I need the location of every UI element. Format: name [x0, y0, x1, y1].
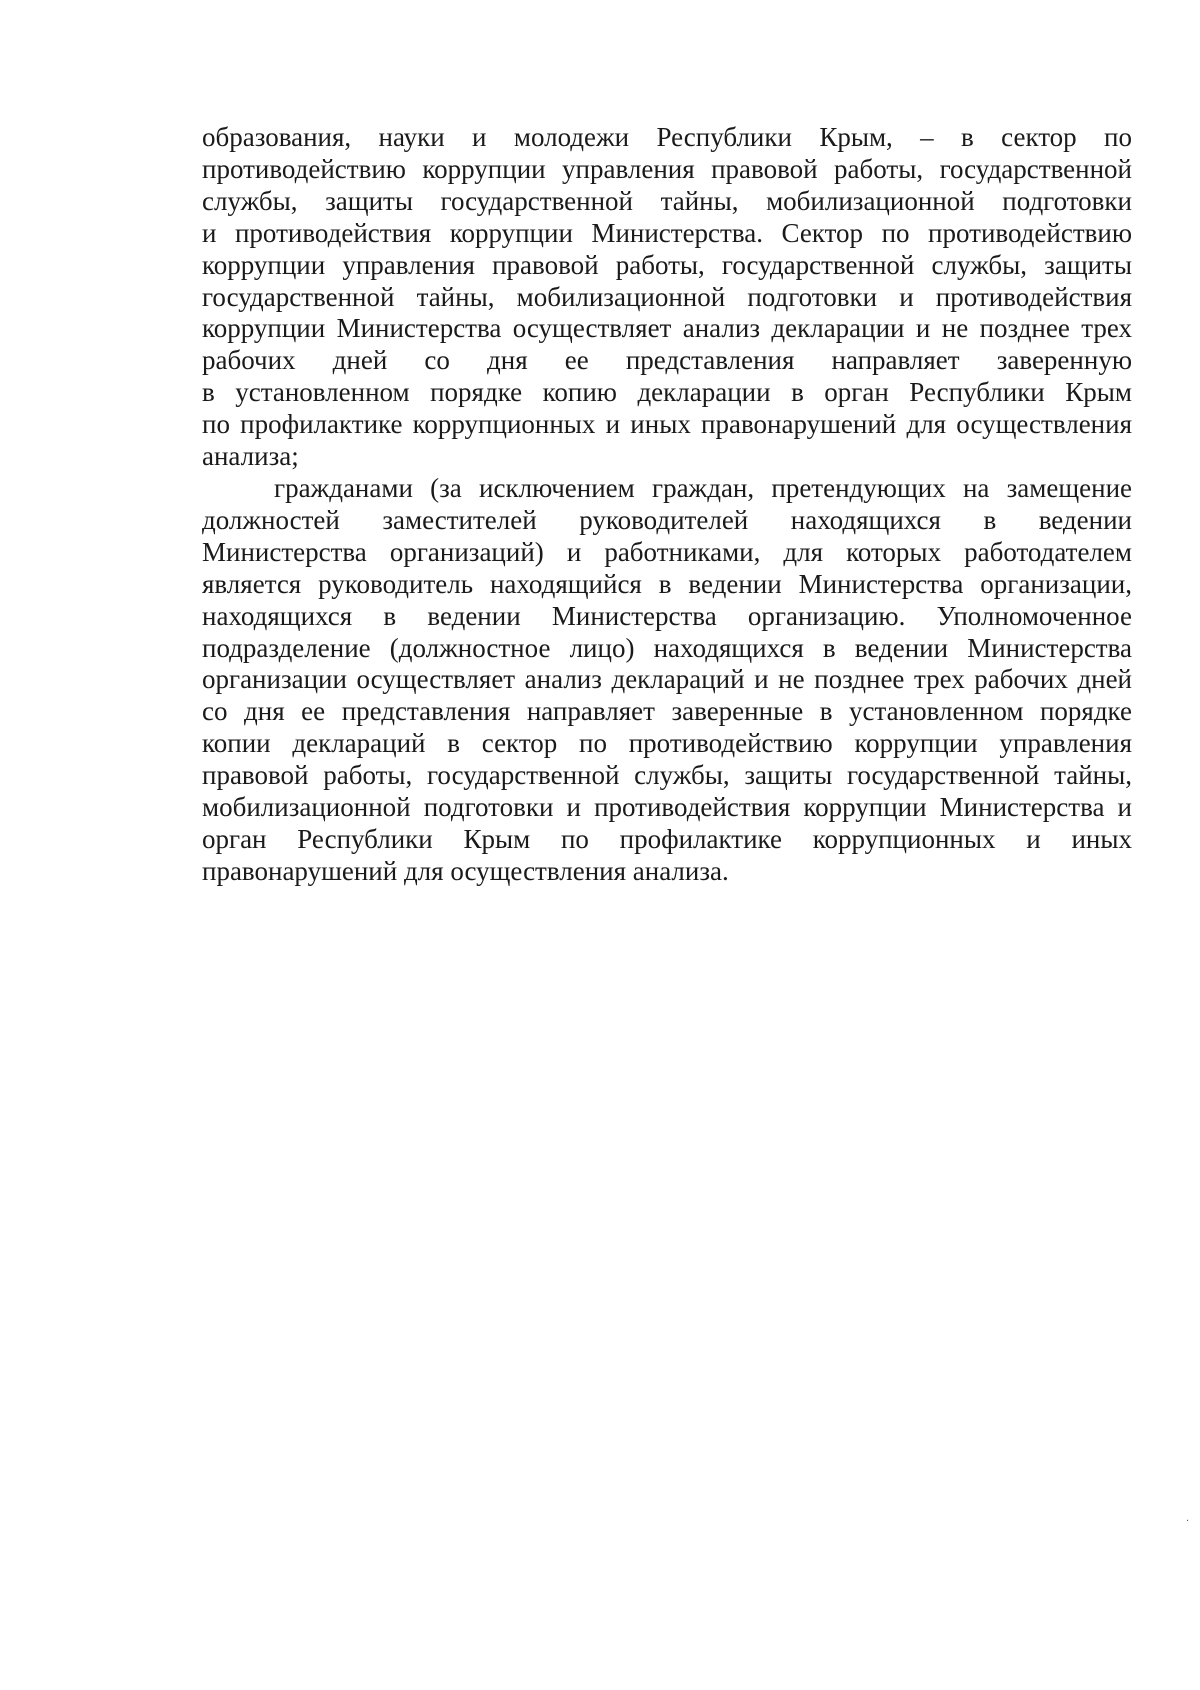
paragraph-1 — [202, 122, 1132, 473]
text-line: рабочих дней со дня ее представления направляет заверенную — [202, 345, 1132, 376]
text-line: находящихся в ведении Министерства организацию. Уполномоченное — [202, 600, 1132, 631]
text-line: гражданами (за исключением граждан, претендующих на замещение — [274, 472, 1132, 503]
text-line: государственной тайны, мобилизационной подготовки и противодействия — [202, 281, 1132, 312]
text-line: коррупции управления правовой работы, государственной службы, защиты — [202, 249, 1132, 280]
text-line: анализа; — [202, 441, 299, 472]
text-line: копии деклараций в сектор по противодействию коррупции управления — [202, 728, 1132, 759]
text-line: Министерства организаций) и работниками, для которых работодателем — [202, 536, 1132, 567]
document-body — [202, 122, 1132, 888]
paragraph-2 — [202, 473, 1132, 888]
text-line: является руководитель находящийся в ведении Министерства организации, — [202, 568, 1132, 599]
text-line: службы, защиты государственной тайны, мобилизационной подготовки — [202, 185, 1132, 216]
text-line: орган Республики Крым по профилактике коррупционных и иных — [202, 823, 1132, 854]
text-line: подразделение (должностное лицо) находящихся в ведении Министерства — [202, 632, 1132, 663]
text-line: по профилактике коррупционных и иных правонарушений для осуществления — [202, 409, 1132, 440]
text-line: противодействию коррупции управления правовой работы, государственной — [202, 153, 1132, 184]
text-line: со дня ее представления направляет заверенные в установленном порядке — [202, 696, 1132, 727]
text-line: образования, науки и молодежи Республики Крым, – в сектор по — [202, 122, 1132, 152]
text-line: в установленном порядке копию декларации в орган Республики Крым — [202, 377, 1132, 408]
text-line: мобилизационной подготовки и противодействия коррупции Министерства и — [202, 792, 1132, 823]
text-line: правовой работы, государственной службы, защиты государственной тайны, — [202, 760, 1132, 791]
text-line: коррупции Министерства осуществляет анализ декларации и не позднее трех — [202, 313, 1132, 344]
text-line: должностей заместителей руководителей находящихся в ведении — [202, 504, 1132, 535]
text-line: организации осуществляет анализ деклараций и не позднее трех рабочих дней — [202, 664, 1132, 695]
text-line: и противодействия коррупции Министерства. Сектор по противодействию — [202, 217, 1132, 248]
text-line: правонарушений для осуществления анализа. — [202, 855, 729, 886]
scan-speck: · — [1186, 1516, 1190, 1527]
